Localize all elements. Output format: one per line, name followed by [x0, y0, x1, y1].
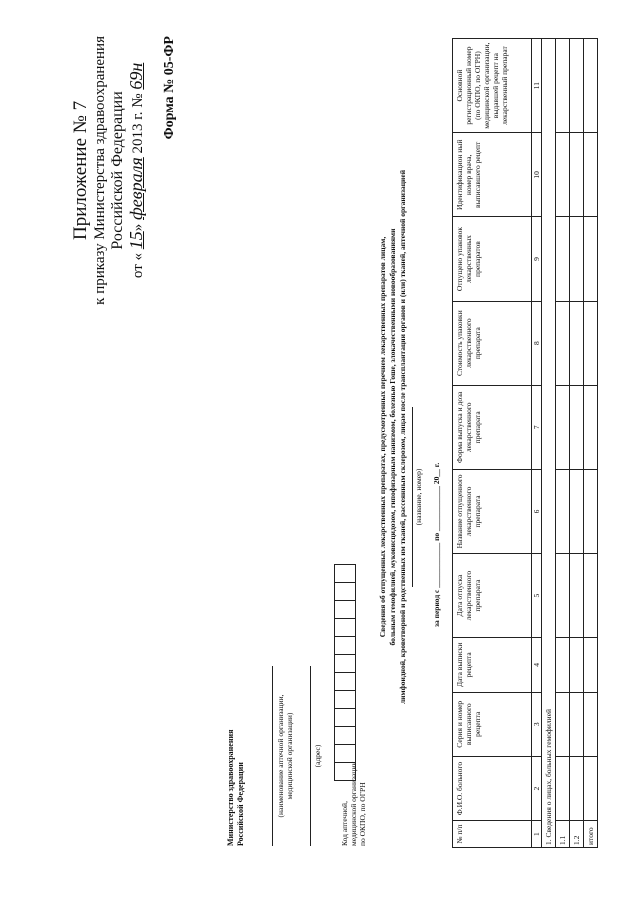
col-number: 1	[532, 821, 542, 848]
code-cell	[334, 726, 356, 745]
total-row	[584, 39, 598, 848]
date-month: февраля	[126, 157, 146, 220]
code-cell	[334, 564, 356, 583]
order-line: к приказу Министерства здравоохранения	[92, 36, 108, 305]
col-number: 5	[532, 554, 542, 638]
order-number: 69н	[126, 62, 146, 90]
group-row	[542, 39, 556, 848]
code-cell	[334, 600, 356, 619]
code-cell	[334, 672, 356, 691]
col-number: 7	[532, 385, 542, 469]
col-header: Ф.И.О. больного	[453, 757, 532, 821]
ministry-name: Министерство здравоохранения Российской Федерации	[226, 729, 245, 846]
col-header: Дата отпуска лекарственного препарата	[453, 554, 532, 638]
row-number: 1.2	[570, 821, 584, 848]
code-cell	[334, 582, 356, 601]
code-cell	[334, 618, 356, 637]
form-number: Форма № 05-ФР	[162, 36, 177, 140]
col-number: 10	[532, 133, 542, 217]
report-table	[452, 38, 598, 848]
column-numbers-row	[532, 39, 542, 848]
code-cell	[334, 744, 356, 763]
col-header: Стоимость упаковки лекарственного препарата	[453, 301, 532, 385]
row-number: 1.1	[556, 821, 570, 848]
date-year: 2013 г. №	[130, 93, 146, 154]
country-line: Российской Федерации	[109, 91, 126, 250]
table-header-row	[453, 39, 532, 848]
col-header: Дата выписки рецепта	[453, 638, 532, 692]
col-header: Отпущено упаковок лекарственных препаратов	[453, 217, 532, 301]
col-number: 2	[532, 757, 542, 821]
col-header: Название отпущенного лекарственного препарата	[453, 469, 532, 553]
col-header: Серия и номер выписанного рецепта	[453, 692, 532, 756]
col-header: Основной регистрационный номер (по ОКПО, по ОГРН) медицинской организации, выдавшей рецепт на лекарственный препарат	[453, 39, 532, 133]
address-caption: (адрес)	[313, 744, 322, 768]
group-label: 1. Сведения о лицах, больных гемофилией	[542, 39, 556, 848]
code-label: Код аптечной, медицинской организации по ОКПО, по ОГРН	[340, 761, 367, 846]
date-prefix: от «	[130, 253, 146, 279]
order-date-line: от « 15» февраля 2013 г. № 69н	[126, 62, 146, 279]
total-label: итого	[584, 821, 598, 848]
col-number: 4	[532, 638, 542, 692]
code-cell	[334, 690, 356, 709]
code-cell	[334, 636, 356, 655]
name-caption: (название, номер)	[414, 468, 423, 526]
col-number: 3	[532, 692, 542, 756]
appendix-title: Приложение № 7	[70, 100, 91, 240]
report-title: Сведения об отпущенных лекарственных препаратах, предусмотренных перечнем лекарственных препаратов лицам, больным гемофилией, муковисцидозом, гипофизарным нанизмом, болезнью Гоше, злокачественными новообразованиями лимфоидной, кроветворной и родственных им тканей, рассеянным склерозом, лицам после трансплантации органов и (или) тканей, аптечной организацией	[378, 169, 407, 705]
col-header: Идентификацион ный номер врача, выписавшего рецепт	[453, 133, 532, 217]
col-header: № п/п	[453, 821, 532, 848]
report-period: за период с ____________ по ____________ 20__ г.	[432, 462, 441, 627]
col-number: 9	[532, 217, 542, 301]
address-line	[310, 666, 311, 846]
order-header	[70, 36, 147, 305]
organization-name-line	[412, 407, 413, 587]
col-number: 6	[532, 469, 542, 553]
code-cell	[334, 708, 356, 727]
col-number: 8	[532, 301, 542, 385]
pharmacy-name-line	[272, 666, 273, 846]
table-row	[556, 39, 570, 848]
date-day: 15	[126, 231, 146, 250]
col-number: 11	[532, 39, 542, 133]
pharmacy-caption: (наименование аптечной организации, медицинской организации)	[276, 694, 294, 818]
form-sheet	[40, 22, 600, 882]
code-cell	[334, 654, 356, 673]
table-row	[570, 39, 584, 848]
code-grid	[334, 564, 356, 780]
code-cell	[334, 762, 356, 781]
col-header: Форма выпуска и доза лекарственного препарата	[453, 385, 532, 469]
